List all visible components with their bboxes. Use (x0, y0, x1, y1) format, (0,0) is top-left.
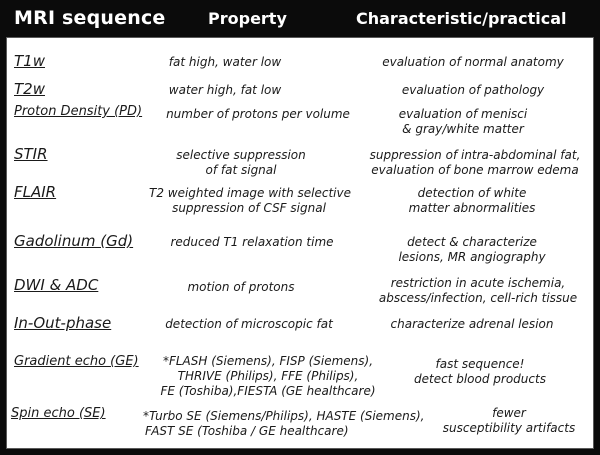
sequence-name: STIR (14, 145, 48, 163)
sequence-name: T2w (14, 80, 45, 98)
characteristic-cell: evaluation of normal anatomy (382, 55, 564, 69)
sequence-name: T1w (14, 52, 45, 70)
sequence-name: Proton Density (PD) (14, 104, 143, 119)
header-mri-sequence: MRI sequence (14, 7, 166, 29)
characteristic-cell: detection of white matter abnormalities (408, 186, 536, 215)
property-cell: motion of protons (187, 280, 295, 294)
sequence-name: Spin echo (SE) (11, 406, 106, 421)
sequence-name: Gradient echo (GE) (14, 354, 139, 369)
header-characteristic: Characteristic/practical (356, 9, 567, 28)
property-cell: detection of microscopic fat (165, 317, 333, 331)
sequence-name: DWI & ADC (14, 276, 99, 294)
header-property: Property (208, 9, 287, 28)
characteristic-cell: restriction in acute ischemia, abscess/infection, cell-rich tissue (378, 276, 578, 305)
property-cell: *Turbo SE (Siemens/Philips), HASTE (Siemens), FAST SE (Toshiba / GE healthcare) (143, 409, 425, 438)
characteristic-cell: characterize adrenal lesion (390, 317, 554, 331)
characteristic-cell: fewer susceptibility artifacts (442, 406, 576, 435)
characteristic-cell: detect & characterize lesions, MR angiography (398, 235, 546, 264)
sequence-name: FLAIR (14, 183, 57, 201)
property-cell: water high, fat low (168, 83, 282, 97)
property-cell: reduced T1 relaxation time (170, 235, 334, 249)
sequence-name: In-Out-phase (14, 314, 112, 332)
property-cell: *FLASH (Siemens), FISP (Siemens), THRIVE (Philips), FFE (Philips), FE (Toshiba),FIESTA (GE healthcare) (160, 354, 376, 398)
characteristic-cell: suppression of intra-abdominal fat, evaluation of bone marrow edema (369, 148, 581, 177)
table-body (6, 37, 594, 449)
property-cell: T2 weighted image with selective suppression of CSF signal (149, 186, 351, 215)
table-header (0, 0, 600, 36)
property-cell: selective suppression of fat signal (176, 148, 306, 177)
characteristic-cell: evaluation of menisci & gray/white matter (398, 107, 528, 136)
sequence-name: Gadolinum (Gd) (14, 232, 134, 250)
characteristic-cell: fast sequence! detect blood products (414, 357, 546, 386)
characteristic-cell: evaluation of pathology (401, 83, 545, 97)
property-cell: fat high, water low (168, 55, 282, 69)
property-cell: number of protons per volume (166, 107, 350, 121)
